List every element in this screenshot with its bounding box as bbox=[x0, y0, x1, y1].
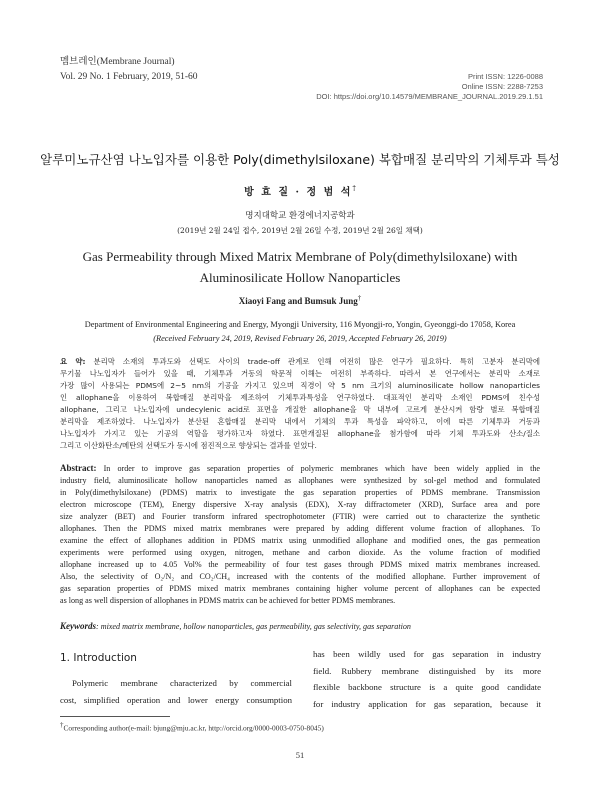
doi[interactable]: DOI: https://doi.org/10.14579/MEMBRANE_JOURNAL.2019.29.1.51 bbox=[316, 92, 543, 101]
page-number: 51 bbox=[295, 750, 305, 760]
abstract-line: allophane, 그리고 나노입자에 undecylenic acid로 표면을 개질한 allophane을 막 내부에 고르게 분산시켜 함량 별로 복합매질 bbox=[60, 405, 540, 414]
body-line: field. Rubbery membrane distinguished by its more bbox=[313, 665, 541, 676]
abstract-line: 무기물 나노입자가 들어가 있을 때, 기체투과 거동의 학문적 이해는 여전히 부족하다. 따라서 본 연구에서는 분리막 소재로 bbox=[60, 369, 540, 378]
english-title bbox=[70, 246, 530, 288]
abstract-line: 분리막을 제조하였다. 나노입자가 분산된 혼합매질 분리막 내에서 기체의 투과 특성을 파악하고, 이에 따른 기체투과 거동과 bbox=[60, 417, 540, 426]
footnote-mark: † bbox=[60, 721, 64, 729]
journal-name: 멤브레인(Membrane Journal) bbox=[60, 57, 175, 67]
online-issn: Online ISSN: 2288-7253 bbox=[461, 82, 543, 91]
abstract-line: in Poly(dimethylsiloxane) (PDMS) matrix to investigate the gas separation properties of PDMS membrane. Transmission bbox=[60, 488, 540, 497]
korean-affiliation: 명지대학교 환경에너지공학과 bbox=[245, 211, 355, 221]
abstract-line: 나노입자가 가지고 있는 기공의 역할을 평가하고자 하였다. 표면개질된 allophane을 첨가함에 따라 기체 투과도와 산소/질소 bbox=[60, 429, 540, 438]
corresponding-mark: † bbox=[352, 184, 356, 193]
footnote bbox=[60, 721, 324, 732]
english-title-line: Aluminosilicate Hollow Nanoparticles bbox=[199, 270, 401, 285]
english-authors bbox=[0, 294, 600, 306]
intro-left-column bbox=[60, 675, 292, 708]
korean-authors bbox=[0, 183, 600, 198]
abstract-line: allophane increased up to 4.05 Vol% the permeability of four test gases through PDMS mixed matrix membranes increased. bbox=[60, 560, 540, 569]
abstract-line: industry field, aluminosilicate hollow nanoparticles named as allophanes were synthesized by sol-gel method and formulated bbox=[60, 476, 540, 485]
english-abstract-label: Abstract: bbox=[60, 463, 97, 473]
abstract-line: electron microscope (TEM), Energy dispersive X-ray analysis (EDX), X-ray diffractometer (XRD), Surface area and pore bbox=[60, 500, 540, 509]
abstract-line: Also, the selectivity of O₂/N₂ and CO₂/CH₄ increased with the contents of the modified allophane. Further improvement of bbox=[60, 572, 540, 581]
keywords-text: : mixed matrix membrane, hollow nanoparticles, gas permeability, gas selectivity, gas separation bbox=[96, 622, 411, 631]
journal-header bbox=[60, 55, 197, 85]
abstract-line: 요 약: 분리막 소재의 투과도와 선택도 사이의 trade-off 관계로 인해 여전히 많은 연구가 필요하다. 특히 고분자 분리막에 bbox=[60, 357, 541, 366]
korean-dates: (2019년 2월 24일 접수, 2019년 2월 26일 수정, 2019년 2월 26일 채택) bbox=[177, 226, 423, 235]
abstract-line: Abstract: In order to improve gas separation properties of polymeric membranes which have been widely applied in the bbox=[60, 463, 540, 473]
abstract-line: experiments were performed using oxygen, nitrogen, methane and carbon dioxide. As the volume fraction of modified bbox=[60, 548, 540, 557]
intro-right-column bbox=[313, 646, 541, 712]
body-line: for industry application for gas separation, because it bbox=[313, 698, 541, 709]
abstract-line: size analyzer (BET) and Fourier transform infrared spectrophotometer (FTIR) were carried out to characterize the synthetic bbox=[60, 512, 540, 521]
english-affiliation: Department of Environmental Engineering and Energy, Myongji University, 116 Myongji-ro, Yongin, Gyeonggi-do 17058, Korea bbox=[84, 320, 516, 329]
keywords bbox=[60, 621, 540, 631]
abstract-line: gas separation properties of PDMS mixed matrix membranes containing higher volume percent of allophanes can be expected bbox=[60, 584, 540, 593]
footnote-text: Corresponding author(e-mail: bjung@mju.ac.kr, http://orcid.org/0000-0003-0750-8045) bbox=[63, 723, 324, 733]
korean-abstract-label: 요 약: bbox=[60, 357, 86, 366]
body-line: flexible backbone structure is a quite good candidate bbox=[313, 682, 541, 692]
section-heading-introduction: 1. Introduction bbox=[60, 652, 137, 664]
journal-volume: Vol. 29 No. 1 February, 2019, 51-60 bbox=[60, 72, 198, 82]
english-dates: (Received February 24, 2019, Revised February 26, 2019, Accepted February 26, 2019) bbox=[153, 334, 447, 343]
english-author-names: Xiaoyi Fang and Bumsuk Jung bbox=[238, 296, 358, 306]
body-line: Polymeric membrane characterized by commercial bbox=[72, 678, 292, 688]
korean-title: 알루미노규산염 나노입자를 이용한 Poly(dimethylsiloxane) 복합매질 분리막의 기체투과 특성 bbox=[40, 152, 560, 167]
abstract-line: 인 allophane을 이용하여 복합매질 분리막을 제조하여 기체투과특성을 연구하였다. 대표적인 분리막 소재인 PDMS에 친수성 bbox=[60, 393, 540, 402]
body-line: cost, simplified operation and lower energy consumption bbox=[60, 694, 292, 705]
corresponding-mark: † bbox=[357, 294, 362, 302]
body-line: has been wildly used for gas separation in industry bbox=[313, 649, 541, 659]
keywords-label: Keywords bbox=[60, 621, 96, 631]
print-issn: Print ISSN: 1226-0088 bbox=[467, 72, 543, 81]
issn-block bbox=[316, 72, 543, 102]
english-abstract bbox=[60, 462, 540, 607]
abstract-line: examine the effect of allophanes addition in PDMS matrix using unmodified allophane and modified ones, the gas permeation bbox=[60, 536, 540, 545]
abstract-line: allophanes. Then the PDMS mixed matrix membranes were prepared by adding different volume fraction of allophanes. To bbox=[60, 524, 540, 533]
abstract-line: 가장 많이 사용되는 PDMS에 2~5 nm의 기공을 가지고 있으며 직경이 약 5 nm 크기의 aluminosilicate hollow nanoparticles bbox=[60, 381, 540, 390]
footnote-divider bbox=[60, 716, 170, 717]
abstract-line: 그리고 이산화탄소/메탄의 선택도가 동시에 점진적으로 향상되는 결과를 얻었다. bbox=[60, 441, 317, 450]
korean-abstract bbox=[60, 356, 540, 452]
abstract-line: as long as well dispersion of allophanes in PDMS matrix can be achieved for better PDMS membranes. bbox=[60, 596, 396, 605]
korean-author-names: 방 효 질 · 정 범 석 bbox=[244, 187, 353, 198]
english-title-line: Gas Permeability through Mixed Matrix Membrane of Poly(dimethylsiloxane) with bbox=[82, 249, 518, 264]
